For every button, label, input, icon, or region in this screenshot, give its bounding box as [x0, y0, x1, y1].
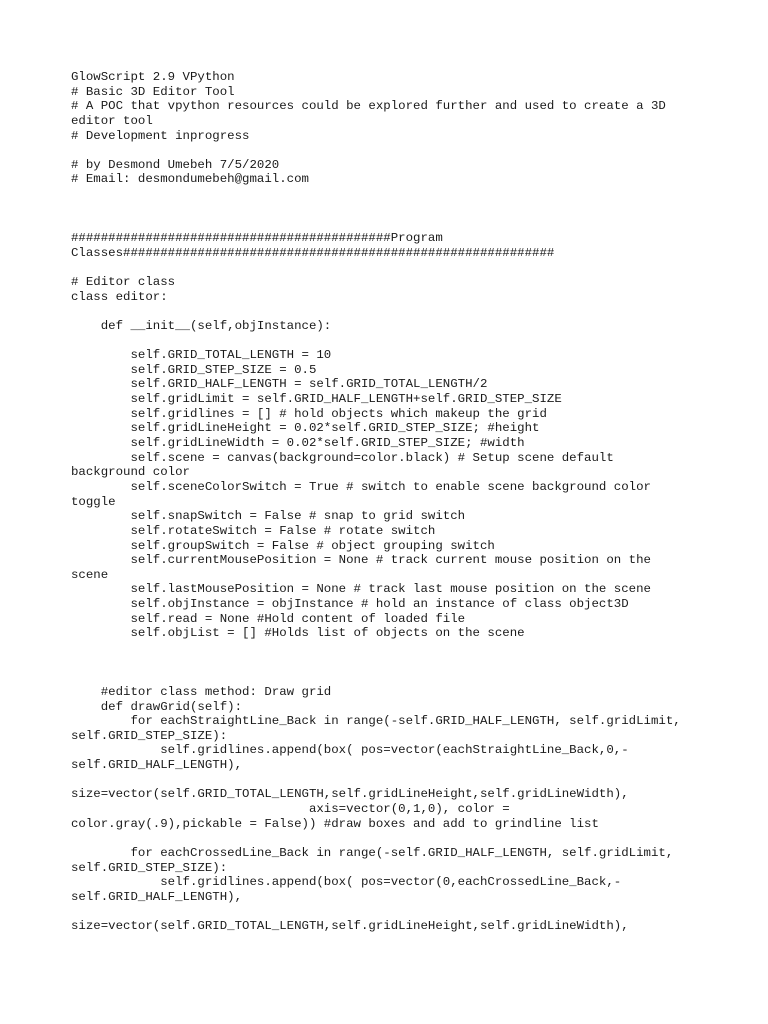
code-line — [71, 260, 701, 275]
code-line: for eachStraightLine_Back in range(-self.GRID_HALF_LENGTH, self.gridLimit, — [71, 714, 681, 729]
code-line: size=vector(self.GRID_TOTAL_LENGTH,self.gridLineHeight,self.gridLineWidth), — [71, 787, 629, 802]
code-line: self.currentMousePosition = None # track current mouse position on the — [71, 553, 651, 568]
code-line — [71, 641, 701, 656]
code-line — [71, 656, 701, 671]
code-line: def __init__(self,objInstance): — [71, 318, 332, 333]
code-line — [71, 143, 701, 158]
code-line: # Editor class — [71, 274, 176, 289]
code-line: ###########################################Program — [71, 231, 443, 246]
code-line: self.GRID_STEP_SIZE = 0.5 — [71, 362, 317, 377]
code-line: GlowScript 2.9 VPython — [71, 70, 235, 84]
code-line: self.gridLimit = self.GRID_HALF_LENGTH+self.GRID_STEP_SIZE — [71, 392, 562, 407]
code-line: axis=vector(0,1,0), color = — [71, 802, 510, 817]
code-line: self.GRID_STEP_SIZE): — [71, 728, 228, 743]
code-line — [71, 334, 701, 349]
code-line: self.GRID_HALF_LENGTH), — [71, 758, 243, 773]
code-line: self.gridLineHeight = 0.02*self.GRID_STEP_SIZE; #height — [71, 421, 540, 436]
code-line: self.lastMousePosition = None # track last mouse position on the scene — [71, 582, 651, 597]
code-line: self.snapSwitch = False # snap to grid switch — [71, 509, 466, 524]
code-line: class editor: — [71, 289, 168, 304]
code-line: self.GRID_TOTAL_LENGTH = 10 — [71, 348, 332, 363]
code-line: toggle — [71, 494, 116, 509]
code-line: self.gridLineWidth = 0.02*self.GRID_STEP_SIZE; #width — [71, 436, 525, 451]
code-line: # A POC that vpython resources could be explored further and used to create a 3D — [71, 99, 666, 114]
code-line — [71, 304, 701, 319]
code-line: for eachCrossedLine_Back in range(-self.GRID_HALF_LENGTH, self.gridLimit, — [71, 845, 674, 860]
code-line: self.read = None #Hold content of loaded file — [71, 611, 466, 626]
code-line: editor tool — [71, 113, 153, 128]
code-line: self.gridlines = [] # hold objects which makeup the grid — [71, 406, 547, 421]
code-line: self.gridlines.append(box( pos=vector(eachStraightLine_Back,0,- — [71, 743, 629, 758]
code-line — [71, 216, 701, 231]
code-line: self.rotateSwitch = False # rotate switch — [71, 523, 436, 538]
code-line: self.GRID_HALF_LENGTH), — [71, 889, 243, 904]
code-line: # Development inprogress — [71, 128, 250, 143]
code-line: self.scene = canvas(background=color.black) # Setup scene default — [71, 450, 614, 465]
code-line: self.sceneColorSwitch = True # switch to enable scene background color — [71, 479, 651, 494]
code-line: def drawGrid(self): — [71, 699, 243, 714]
code-line: self.GRID_HALF_LENGTH = self.GRID_TOTAL_LENGTH/2 — [71, 377, 488, 392]
code-line — [71, 905, 701, 920]
code-line — [71, 202, 701, 217]
code-line: # Basic 3D Editor Tool — [71, 84, 235, 99]
code-line: self.gridlines.append(box( pos=vector(0,eachCrossedLine_Back,- — [71, 875, 622, 890]
code-line: size=vector(self.GRID_TOTAL_LENGTH,self.gridLineHeight,self.gridLineWidth), — [71, 919, 629, 934]
code-line: # by Desmond Umebeh 7/5/2020 — [71, 157, 280, 172]
code-line: self.objList = [] #Holds list of objects on the scene — [71, 626, 525, 641]
code-line: self.GRID_STEP_SIZE): — [71, 860, 228, 875]
code-line: color.gray(.9),pickable = False)) #draw boxes and add to grindline list — [71, 816, 599, 831]
code-line — [71, 670, 701, 685]
code-line: self.objInstance = objInstance # hold an instance of class object3D — [71, 597, 629, 612]
code-line: scene — [71, 567, 109, 582]
code-line — [71, 187, 701, 202]
code-line: # Email: desmondumebeh@gmail.com — [71, 172, 309, 187]
code-line: #editor class method: Draw grid — [71, 684, 332, 699]
code-line: self.groupSwitch = False # object grouping switch — [71, 538, 495, 553]
code-line: background color — [71, 465, 190, 480]
code-line — [71, 773, 701, 788]
code-line — [71, 831, 701, 846]
code-listing — [71, 70, 701, 934]
code-line: Classes########################################################## — [71, 245, 555, 260]
